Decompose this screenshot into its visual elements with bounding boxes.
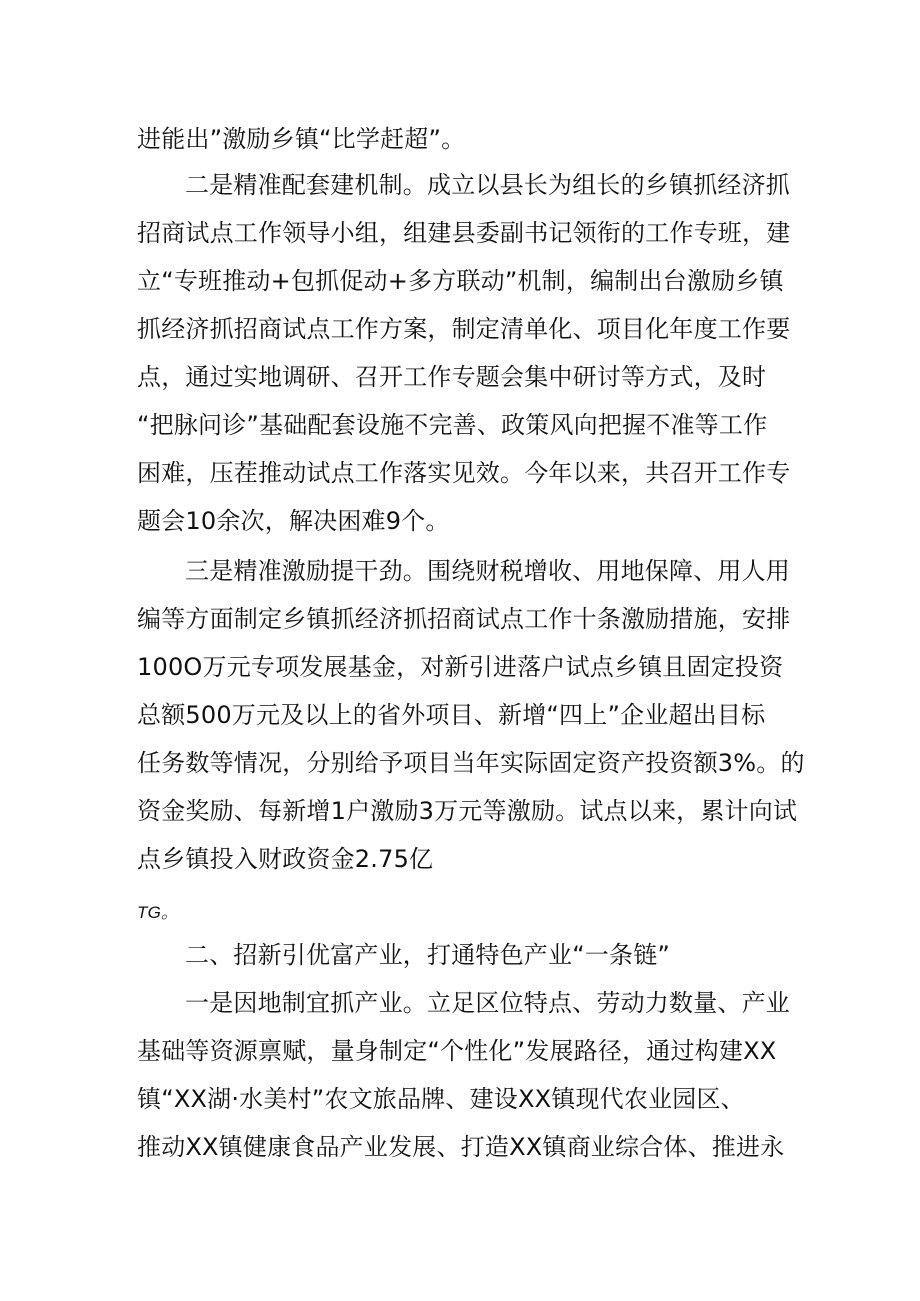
- text-line-7: “把脉问诊”基础配套设施不完善、政策风向把握不准等工作: [137, 411, 768, 439]
- text-line-8: 困难，压茬推动试点工作落实见效。今年以来，共召开工作专: [137, 459, 791, 487]
- section-heading: 二、招新引优富产业，打通特色产业“一条链”: [185, 941, 671, 969]
- text-line-2: 二是精准配套建机制。成立以县长为组长的乡镇抓经济抓: [185, 171, 790, 199]
- text-line-5: 抓经济抓招商试点工作方案，制定清单化、项目化年度工作要: [137, 315, 791, 343]
- text-line-15: 资金奖励、每新增1户激励3万元等激励。试点以来，累计向试: [137, 797, 798, 825]
- text-line-17: TG。: [137, 903, 179, 922]
- text-line-11: 编等方面制定乡镇抓经济抓招商试点工作十条激励措施，安排: [137, 605, 791, 633]
- text-line-6: 点，通过实地调研、召开工作专题会集中研讨等方式，及时: [137, 363, 767, 391]
- text-line-13: 总额500万元及以上的省外项目、新增“四上”企业超出目标: [137, 701, 766, 729]
- text-line-12: 100O万元专项发展基金，对新引进落户试点乡镇且固定投资: [137, 653, 784, 681]
- text-line-3: 招商试点工作领导小组，组建县委副书记领衔的工作专班，建: [137, 219, 791, 247]
- text-line-9: 题会10余次，解决困难9个。: [137, 507, 450, 535]
- text-line-10: 三是精准激励提干劲。围绕财税增收、用地保障、用人用: [185, 557, 790, 585]
- text-line-14: 任务数等情况，分别给予项目当年实际固定资产投资额3%。的: [137, 749, 805, 777]
- text-line-16: 点乡镇投入财政资金2.75亿: [137, 845, 434, 873]
- text-line-22: 推动XX镇健康食品产业发展、打造XX镇商业综合体、推进永: [137, 1133, 785, 1161]
- text-line-19: 一是因地制宜抓产业。立足区位特点、劳动力数量、产业: [185, 989, 790, 1017]
- text-line-1: 进能出”激励乡镇“比学赶超”。: [137, 125, 466, 153]
- text-line-21: 镇“XX湖·水美村”农文旅品牌、建设XX镇现代农业园区、: [137, 1085, 745, 1113]
- text-line-4: 立“专班推动+包抓促动+多方联动”机制，编制出台激励乡镇: [137, 267, 784, 295]
- text-line-20: 基础等资源禀赋，量身制定“个性化”发展路径，通过构建XX: [137, 1037, 777, 1065]
